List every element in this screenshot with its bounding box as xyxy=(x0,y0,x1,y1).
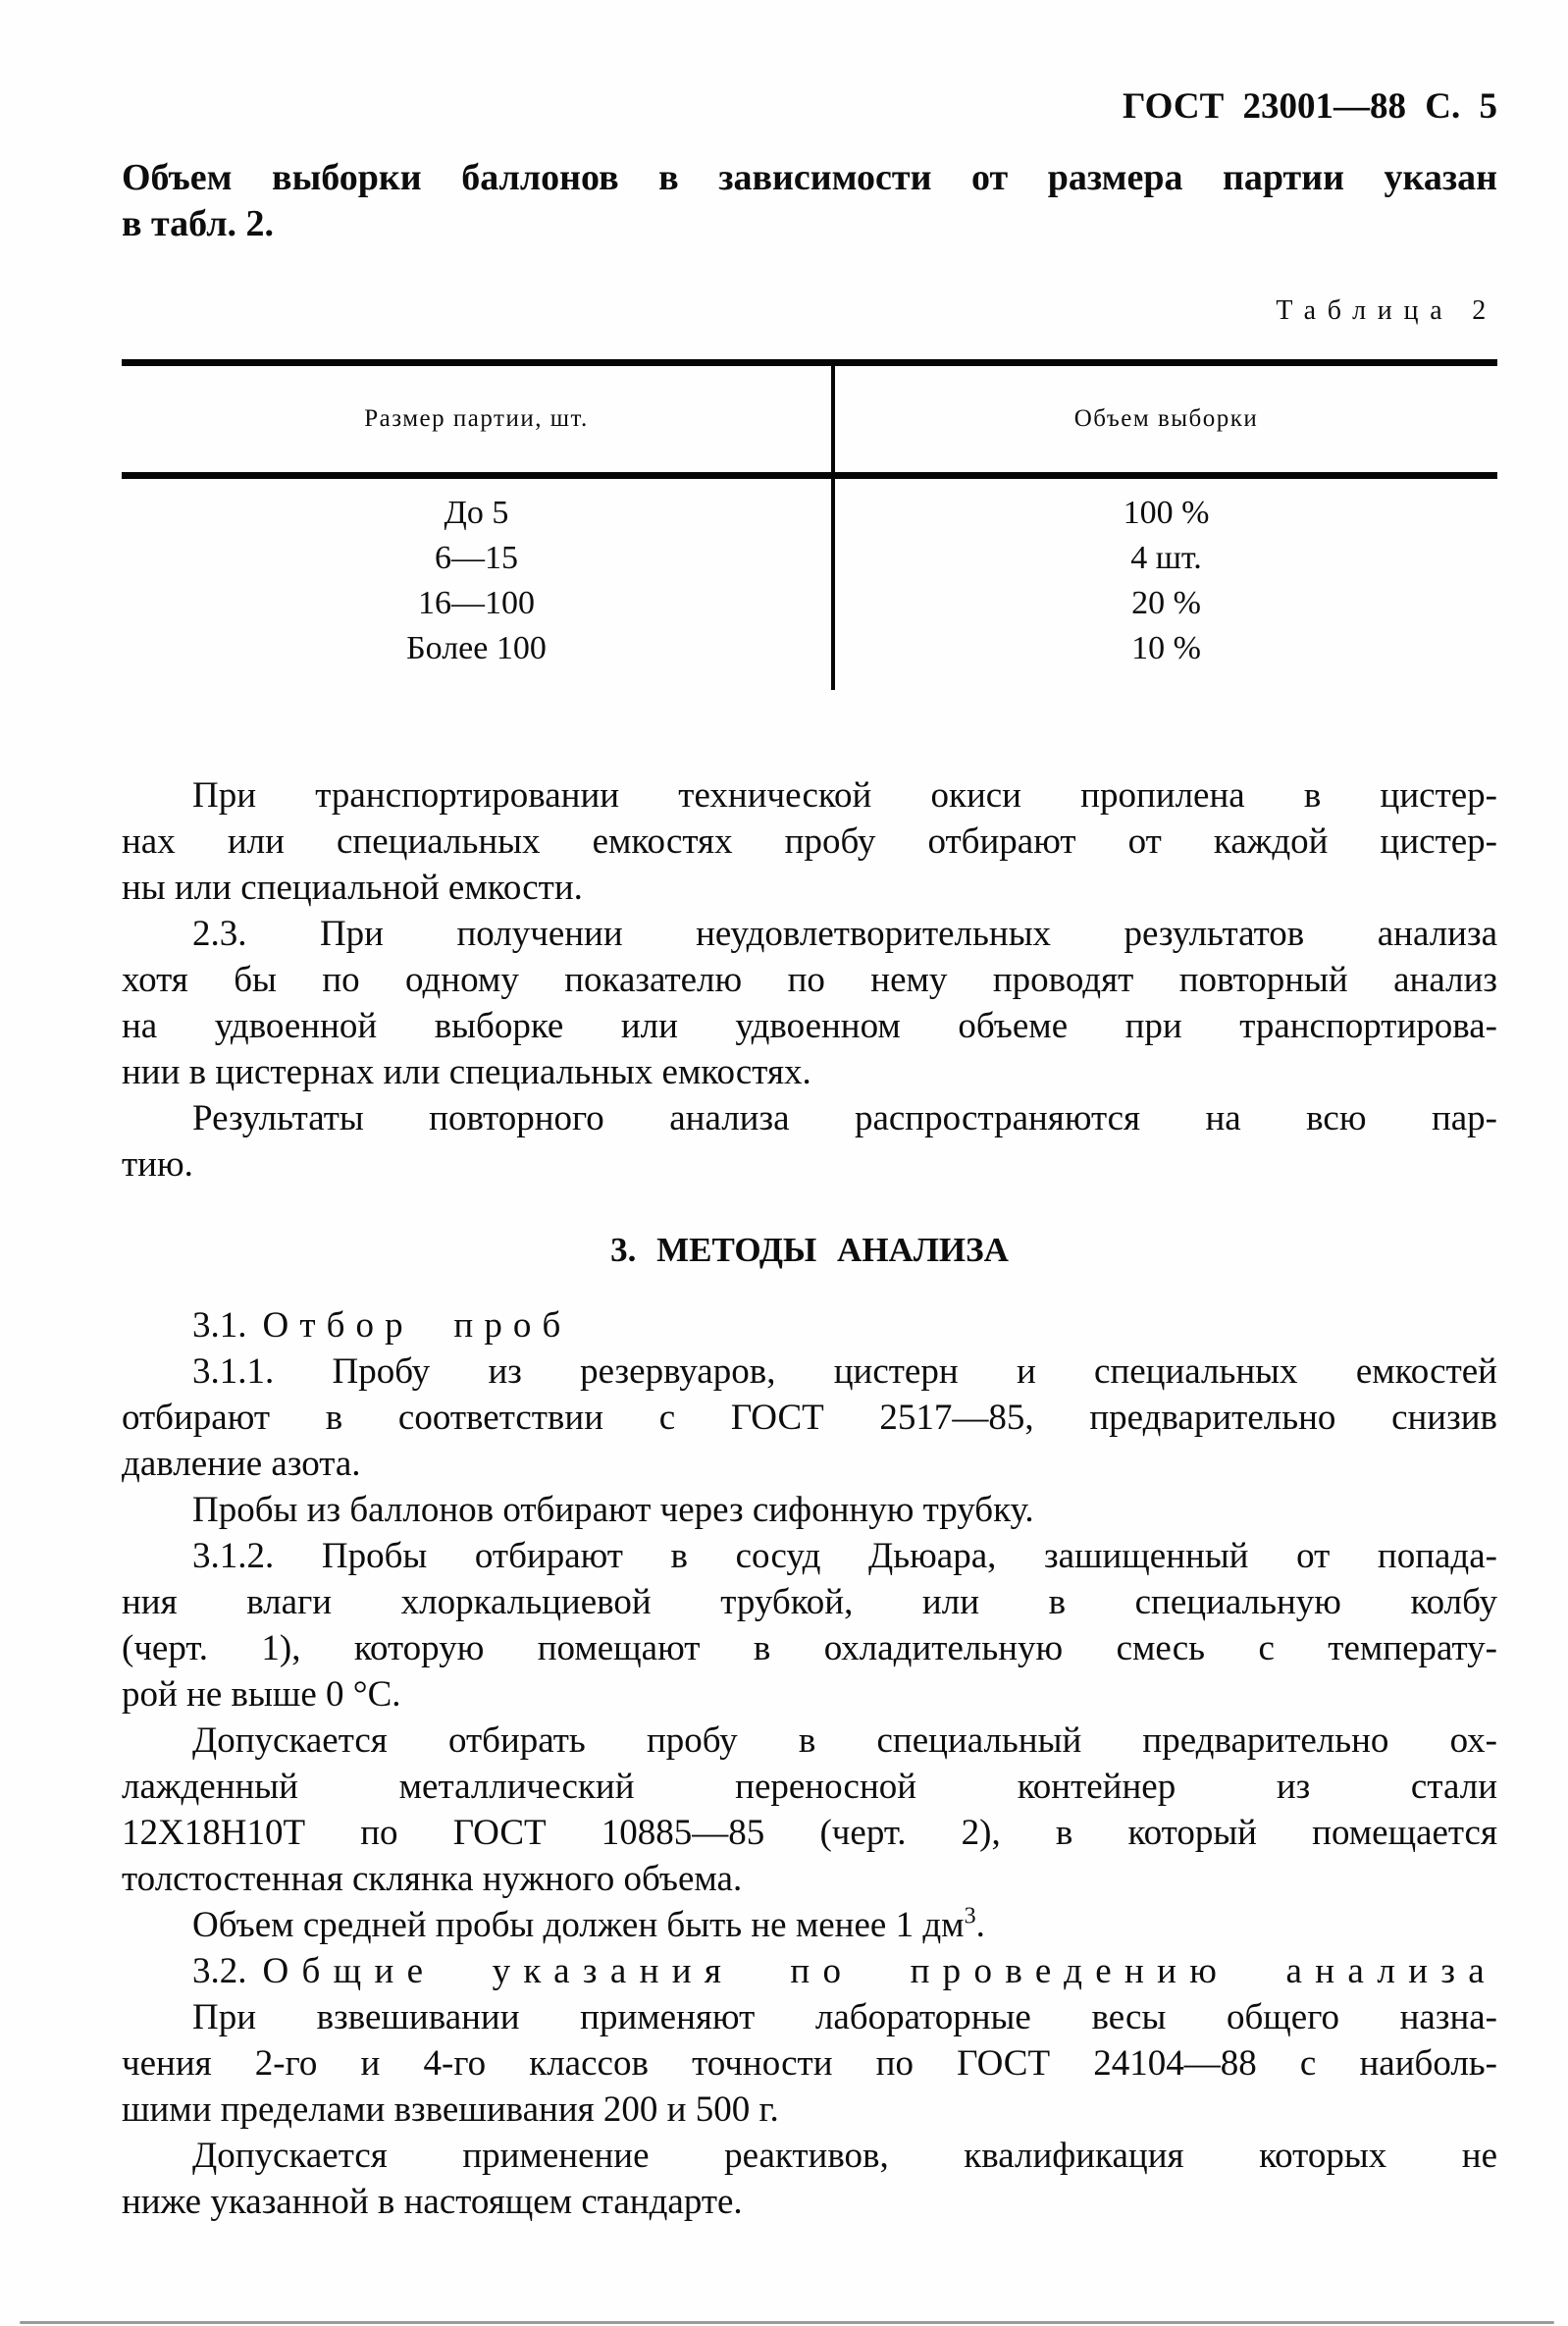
paragraph-container xyxy=(122,1718,1497,1902)
text-line: чения 2-го и 4-го классов точности по ГОСТ 24104—88 с наиболь- xyxy=(122,2043,1497,2084)
table-column-header-size xyxy=(122,366,835,472)
column-header-label: Объем выборки xyxy=(1073,405,1259,432)
text-line: 3.1.1. Пробу из резервуаров, цистерн и специальных емкостей xyxy=(192,1351,1497,1392)
table-cell: 100 % xyxy=(1123,495,1210,531)
paragraph-3-1-1 xyxy=(122,1348,1497,1487)
batch-size-table xyxy=(122,359,1497,690)
text-line: рой не выше 0 °С. xyxy=(122,1674,401,1715)
text-line: При взвешивании применяют лабораторные весы общего назна- xyxy=(192,1997,1497,2037)
scan-edge-line xyxy=(20,2321,1554,2324)
page-header: ГОСТ 23001—88 С. 5 xyxy=(1123,86,1497,127)
column-header-label: Размер партии, шт. xyxy=(364,405,589,432)
table-cell: 4 шт. xyxy=(1130,540,1202,576)
text-line: При транспортировании технической окиси пропилена в цистер- xyxy=(192,775,1497,816)
subsection-3-1-heading xyxy=(122,1302,1497,1348)
text-line: Допускается отбирать пробу в специальный предварительно ох- xyxy=(192,1720,1497,1761)
section-2-paragraphs xyxy=(122,772,1497,1188)
text-line: отбирают в соответствии с ГОСТ 2517—85, предварительно снизив xyxy=(122,1398,1497,1438)
paragraph-transport xyxy=(122,772,1497,911)
paragraph-sample-volume xyxy=(122,1902,1497,1948)
section-3-heading: 3. МЕТОДЫ АНАЛИЗА xyxy=(610,1231,1009,1269)
text-line: тию. xyxy=(122,1144,193,1185)
table-caption: Таблица 2 xyxy=(1276,295,1497,326)
superscript: 3 xyxy=(964,1903,976,1930)
text-line: ны или специальной емкости. xyxy=(122,868,583,908)
table-body xyxy=(122,479,1497,690)
table-cell: Более 100 xyxy=(406,630,547,666)
paragraph-weighing xyxy=(122,1994,1497,2133)
text-line: ниже указанной в настоящем стандарте. xyxy=(122,2182,743,2222)
text-line: нах или специальных емкостях пробу отбирают от каждой цистер- xyxy=(122,821,1497,862)
subsection-title: Отбор проб xyxy=(262,1305,572,1346)
text-line: ния влаги хлоркальциевой трубкой, или в специальную колбу xyxy=(122,1582,1497,1622)
subsection-3-2-heading xyxy=(122,1948,1497,1994)
text-line: хотя бы по одному показателю по нему проводят повторный анализ xyxy=(122,960,1497,1000)
text-line: толстостенная склянка нужного объема. xyxy=(122,1859,743,1899)
text-line: нии в цистернах или специальных емкостях. xyxy=(122,1052,811,1092)
table-cell: 10 % xyxy=(1131,630,1201,666)
text-line: Объем выборки баллонов в зависимости от размера партии указан xyxy=(122,157,1497,198)
table-cell: 20 % xyxy=(1131,585,1201,621)
text-line: Допускается применение реактивов, квалификация которых не xyxy=(192,2136,1497,2176)
text-line: Пробы из баллонов отбирают через сифонную трубку. xyxy=(192,1490,1034,1530)
text-line: 2.3. При получении неудовлетворительных результатов анализа xyxy=(192,914,1497,954)
text-line: (черт. 1), которую помещают в охладительную смесь с температу- xyxy=(122,1628,1497,1668)
table-cell: До 5 xyxy=(444,495,509,531)
table-cell: 6—15 xyxy=(435,540,518,576)
text-span: Объем средней пробы должен быть не менее 1 дм xyxy=(192,1905,965,1945)
paragraph-3-1-2 xyxy=(122,1533,1497,1718)
text-line: в табл. 2. xyxy=(122,203,275,244)
intro-paragraph xyxy=(122,155,1497,247)
text-line: 3.1.2. Пробы отбирают в сосуд Дьюара, зашищенный от попада- xyxy=(192,1536,1497,1576)
text-span: . xyxy=(975,1905,985,1945)
subsection-number: 3.2. xyxy=(192,1951,247,1991)
text-line: на удвоенной выборке или удвоенном объеме при транспортирова- xyxy=(122,1006,1497,1046)
paragraph-reagents xyxy=(122,2133,1497,2225)
text-line: давление азота. xyxy=(122,1444,361,1484)
subsection-number: 3.1. xyxy=(192,1305,247,1346)
page-content xyxy=(122,0,1497,2225)
paragraph-results xyxy=(122,1095,1497,1188)
paragraph-2-3 xyxy=(122,911,1497,1095)
table-column-header-sample xyxy=(835,366,1497,472)
text-line: Результаты повторного анализа распространяются на всю пар- xyxy=(192,1098,1497,1138)
table-header-row xyxy=(122,366,1497,479)
text-line: шими пределами взвешивания 200 и 500 г. xyxy=(122,2089,779,2130)
table-cell: 16—100 xyxy=(418,585,535,621)
subsection-title: Общие указания по проведению анализа xyxy=(262,1951,1497,1991)
text-line: лажденный металлический переносной контейнер из стали xyxy=(122,1767,1497,1807)
paragraph-balloons xyxy=(122,1487,1497,1533)
table-column-size xyxy=(122,479,835,690)
text-line: 12Х18Н10Т по ГОСТ 10885—85 (черт. 2), в который помещается xyxy=(122,1813,1497,1853)
text-line xyxy=(122,1902,1497,1948)
table-column-sample xyxy=(835,479,1497,690)
